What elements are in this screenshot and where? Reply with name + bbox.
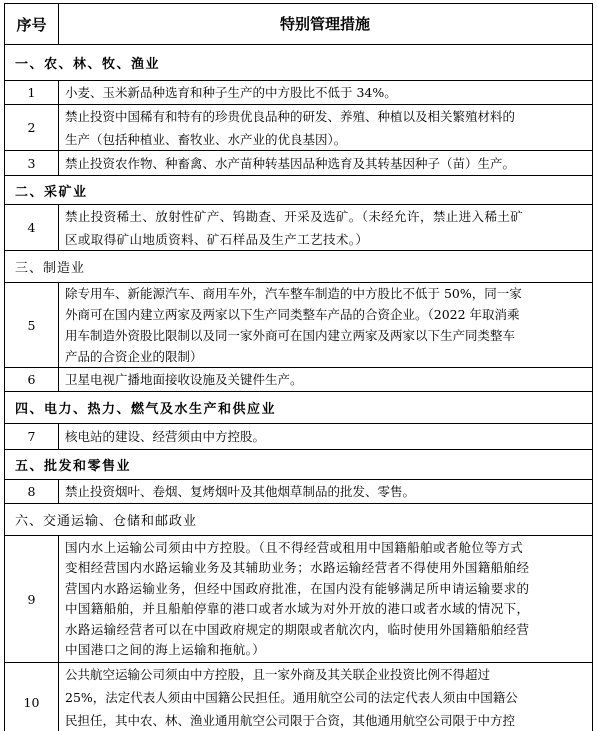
header-title: 特别管理措施 bbox=[279, 14, 370, 33]
table-row bbox=[5, 662, 592, 731]
table-row bbox=[5, 150, 592, 175]
section-label: 三、制造业 bbox=[15, 261, 86, 276]
section-label: 五、批发和零售业 bbox=[15, 459, 132, 474]
table-row bbox=[5, 367, 592, 391]
section-label: 二、采矿业 bbox=[15, 184, 88, 200]
section-row bbox=[5, 449, 592, 479]
row-text: 禁止投资农作物、种畜禽、水产苗种转基因品种选育及其转基因种子（苗）生产。 bbox=[65, 155, 516, 171]
row-text: 核电站的建设、经营须由中方控股。 bbox=[65, 429, 266, 444]
section-row bbox=[5, 250, 592, 282]
row-number: 6 bbox=[5, 368, 59, 391]
row-text: 禁止投资烟叶、卷烟、复烤烟叶及其他烟草制品的批发、零售。 bbox=[65, 484, 416, 499]
section-row bbox=[5, 44, 592, 80]
table-row bbox=[5, 104, 592, 150]
section-row bbox=[5, 503, 592, 535]
header-serial-number: 序号 bbox=[5, 4, 59, 44]
section-row bbox=[5, 391, 592, 423]
row-number: 2 bbox=[5, 105, 59, 150]
measures-table bbox=[4, 3, 593, 731]
row-number: 4 bbox=[5, 205, 59, 250]
table-row bbox=[5, 80, 592, 104]
section-label: 六、交通运输、仓储和邮政业 bbox=[15, 514, 198, 529]
row-text: 小麦、玉米新品种选育和种子生产的中方股比不低于 34%。 bbox=[65, 85, 397, 100]
table-header bbox=[5, 3, 592, 44]
table-row bbox=[5, 535, 592, 662]
row-text: 国内水上运输公司须由中方控股。（且不得经营或租用中国籍船舶或者舱位等方式 变相经营国内水路运输业务及其辅助业务；水路运输经营者不得使用外国籍船舶经 营国内水路运输业务，但经中国政府批准，在国内没有能够满足所申请运输要求的 中国籍船舶，并且船舶停靠的港口或者水域为对外开放的港口或者水域的情况下， 水路运输经营者可以在中国政府规定的期限或者航次内，临时使用外国籍船舶经营 中国港口之间的海上运输和拖航。） bbox=[65, 539, 530, 657]
row-number: 7 bbox=[5, 424, 59, 449]
section-label: 四、电力、热力、燃气及水生产和供应业 bbox=[15, 402, 277, 417]
table-row bbox=[5, 282, 592, 367]
row-number: 5 bbox=[5, 283, 59, 367]
row-text: 禁止投资稀土、放射性矿产、钨勘查、开采及选矿。（未经允许，禁止进入稀土矿 区或取得矿山地质资料、矿石样品及生产工艺技术。） bbox=[65, 208, 524, 247]
row-number: 9 bbox=[5, 536, 59, 662]
table-row bbox=[5, 204, 592, 250]
section-label: 一、农、林、牧、渔业 bbox=[15, 57, 161, 72]
row-text: 卫星电视广播地面接收设施及关键件生产。 bbox=[65, 372, 303, 387]
row-number: 10 bbox=[5, 663, 59, 731]
row-number: 3 bbox=[5, 151, 59, 175]
table-row bbox=[5, 423, 592, 449]
row-text: 公共航空运输公司须由中方控股，且一家外商及其关联企业投资比例不得超过 25%，法定代表人须由中国籍公民担任。通用航空公司的法定代表人须由中国籍公 民担任，其中农、林、渔业通用航空公司限于合资，其他通用航空公司限于中方控 bbox=[65, 667, 518, 728]
section-row bbox=[5, 175, 592, 204]
row-number: 1 bbox=[5, 81, 59, 104]
row-text: 除专用车、新能源汽车、商用车外，汽车整车制造的中方股比不低于 50%，同一家 外商可在国内建立两家及两家以下生产同类整车产品的合资企业。（2022 年取消乘 用车制造外资股比限制以及同一家外商可在国内建立两家及两家以下生产同类整车 产品的合资企业的限制） bbox=[65, 286, 522, 364]
row-number: 8 bbox=[5, 480, 59, 503]
row-text: 禁止投资中国稀有和特有的珍贵优良品种的研发、养殖、种植以及相关繁殖材料的 生产（包括种植业、畜牧业、水产业的优良基因）。 bbox=[65, 108, 516, 147]
table-row bbox=[5, 479, 592, 503]
